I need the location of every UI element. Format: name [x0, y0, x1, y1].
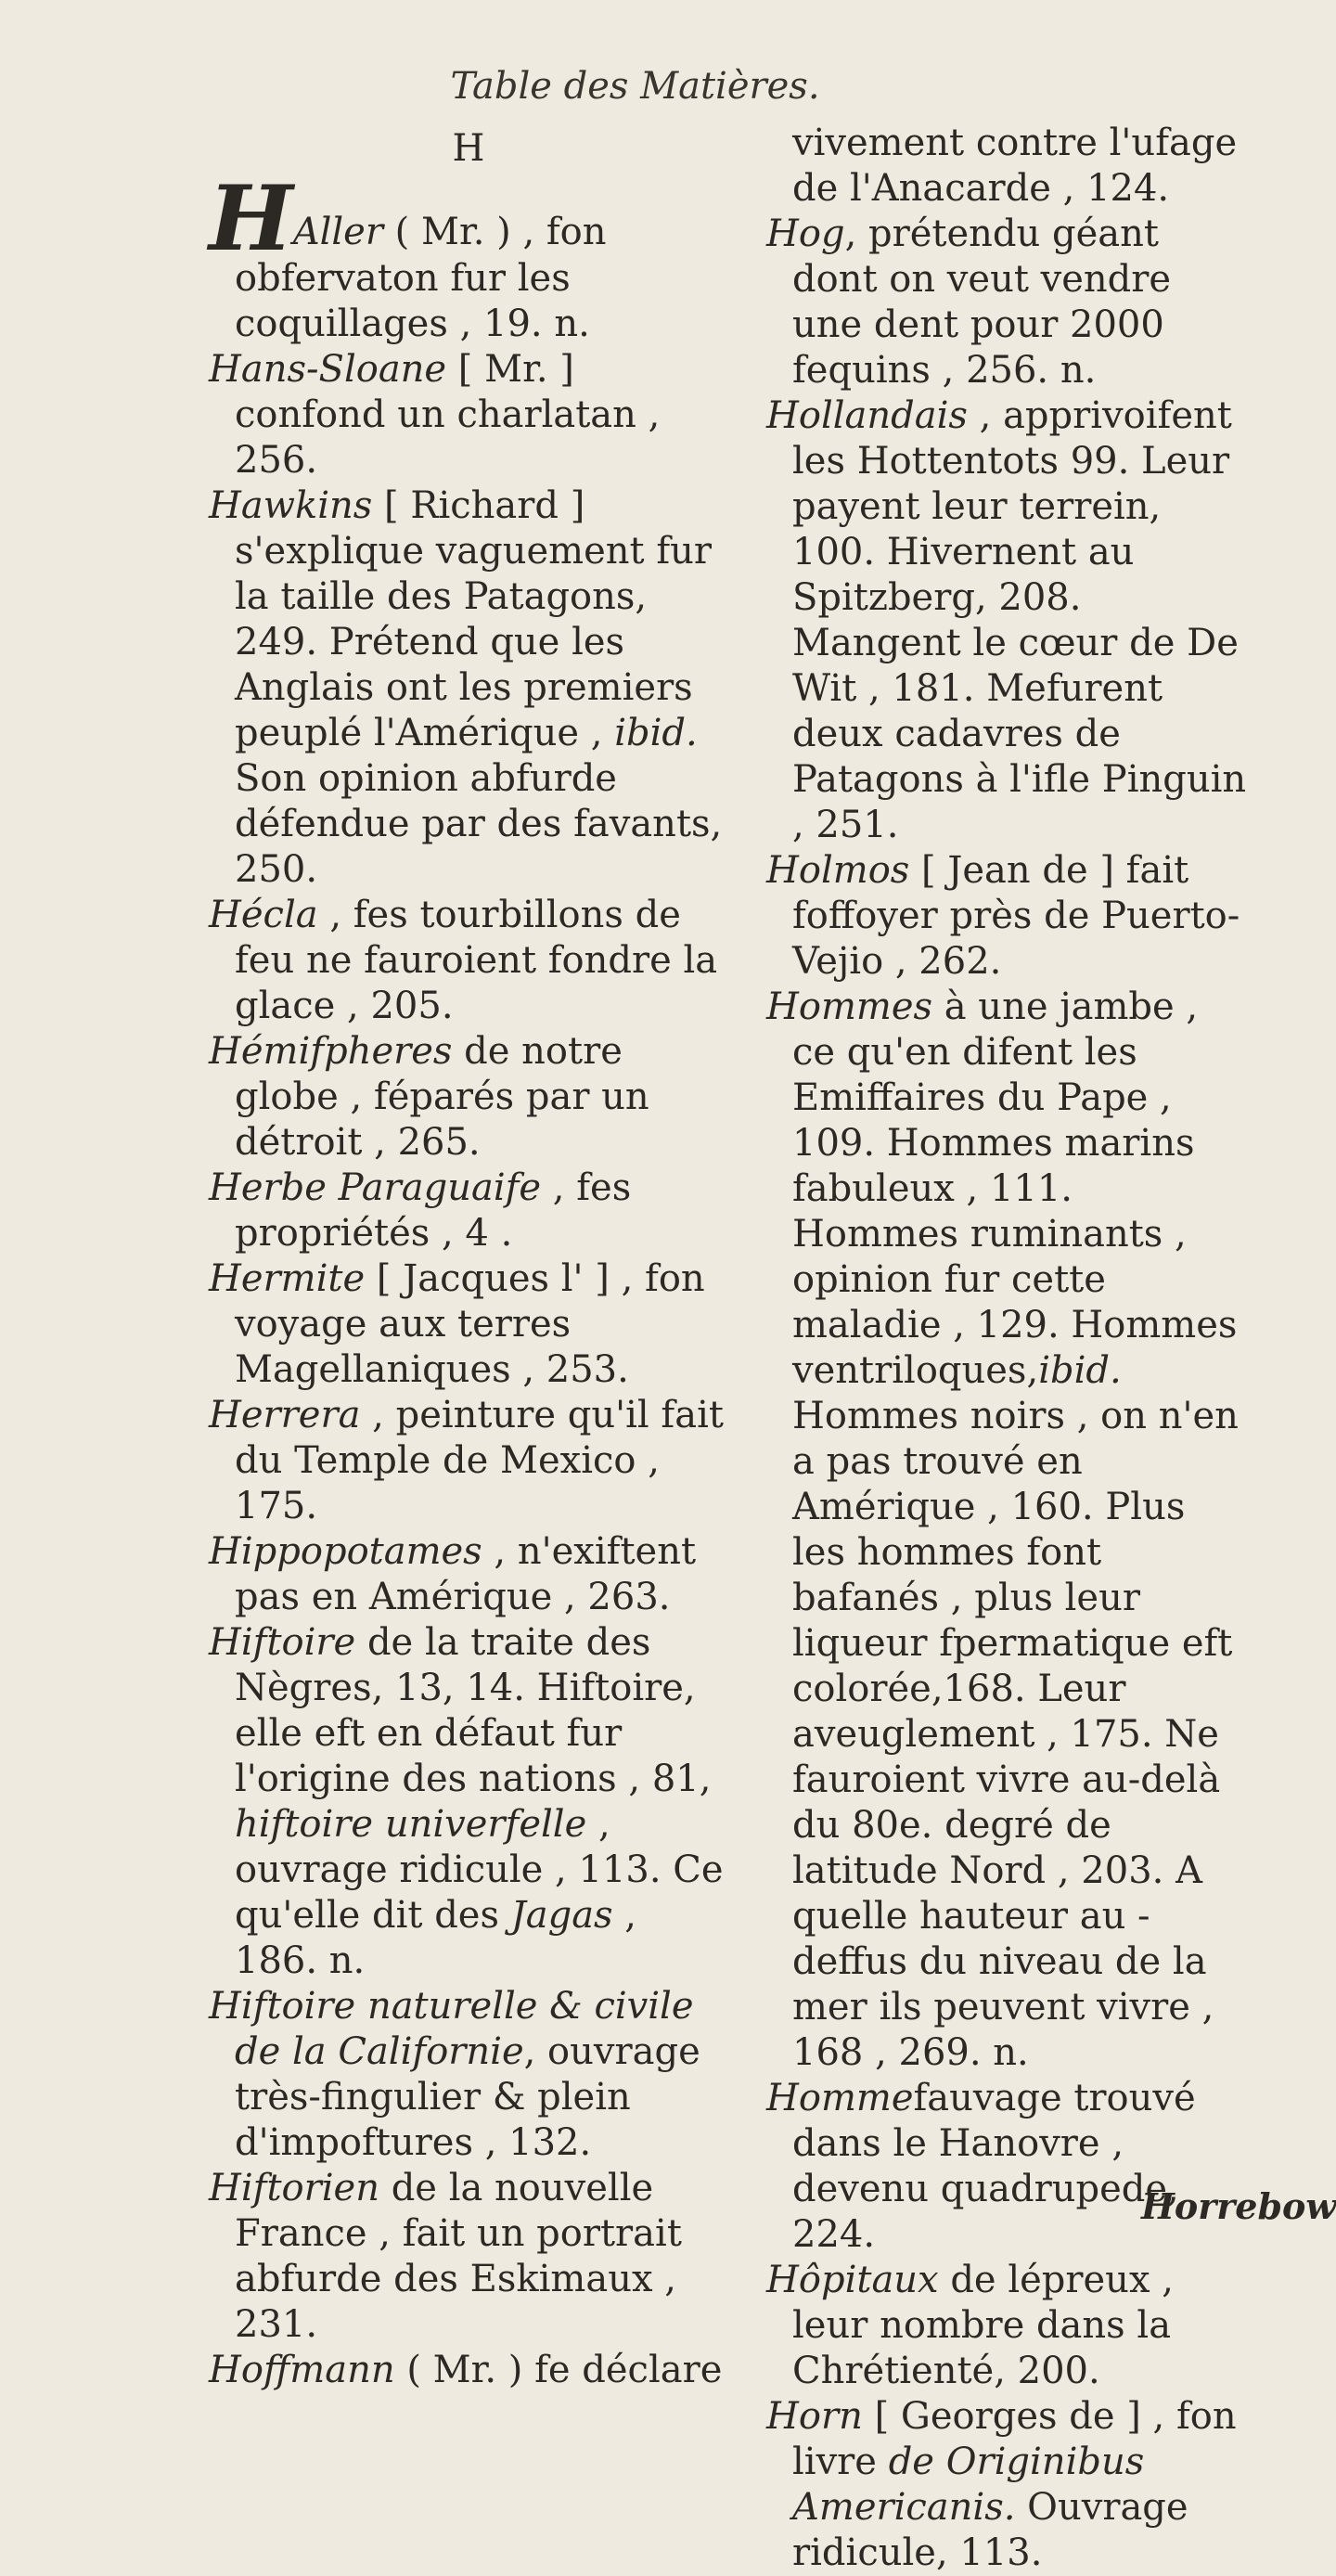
index-entry — [209, 1029, 728, 1166]
index-entry — [209, 347, 728, 483]
entry-text: , 186. n. — [235, 1894, 637, 1982]
entry-text: Hommes noirs , on n'en a pas trouvé en Amérique , 160. Plus les hommes font bafanés , plus leur liqueur fpermatique eft colorée,168. Leur aveuglement , 175. Ne fauroient vivre au-delà du 80e. degré de latitude Nord , 203. A quelle hauteur au - deffus du niveau de la mer ils peuvent vivre , 168 , 269. n. — [792, 1395, 1239, 2074]
drop-cap: H — [209, 166, 293, 271]
entry-term: Hermite — [209, 1257, 366, 1300]
entry-term: Hiftoire — [209, 1621, 356, 1664]
entry-text: ( Mr. ) fe déclare — [394, 2349, 723, 2391]
index-entry — [209, 1620, 728, 1984]
index-entry — [766, 985, 1249, 2076]
index-entry — [209, 166, 728, 347]
index-entry — [209, 2166, 728, 2348]
entry-term: Hans-Sloane — [209, 348, 447, 391]
running-head: Table des Matières. — [450, 65, 820, 108]
entry-text: , peinture qu'il fait du Temple de Mexico , 175. — [235, 1394, 724, 1527]
left-column — [209, 121, 728, 2393]
entry-term: Herbe Paraguaife — [209, 1166, 542, 1209]
section-letter: H — [452, 127, 485, 170]
entry-text: [ Georges de ] , fon livre — [792, 2395, 1237, 2483]
entry-term: de Originibus Americanis. — [792, 2441, 1145, 2529]
index-entry — [766, 212, 1249, 393]
index-entry — [209, 1984, 728, 2166]
index-entry — [766, 2258, 1249, 2394]
entry-text: , n'exiftent pas en Amérique , 263. — [235, 1530, 697, 1618]
entry-text: , ouvrage très-fingulier & plein d'impoftures , 132. — [235, 2030, 700, 2164]
index-entry — [766, 2076, 1249, 2258]
ibid-ref: ibid. — [1038, 1349, 1122, 1392]
entry-text: de la nouvelle France , fait un portrait abfurde des Eskimaux , 231. — [235, 2167, 682, 2346]
entry-term: Hoffmann — [209, 2349, 395, 2391]
index-entry — [209, 483, 728, 893]
entry-term: Hippopotames — [209, 1530, 482, 1573]
index-entry — [209, 2348, 728, 2393]
ibid-ref: ibid. — [614, 712, 698, 754]
entry-text: de notre globe , féparés par un détroit , 265. — [235, 1030, 649, 1164]
entry-term: Herrera — [209, 1394, 361, 1436]
entry-text: Son opinion abfurde défendue par des favants, 250. — [235, 757, 723, 891]
entry-term: hiftoire univerfelle — [235, 1803, 587, 1846]
entry-text: à une jambe , ce qu'en difent les Emiffaires du Pape , 109. Hommes marins fabuleux , 111. Hommes ruminants , opinion fur cette maladie , 129. Hommes ventriloques, — [792, 985, 1238, 1392]
entry-text: de la traite des Nègres, 13, 14. Hiftoire, elle eft en défaut fur l'origine des nations , 81, — [235, 1621, 712, 1800]
index-entry — [209, 1529, 728, 1620]
entry-term: Hémifpheres — [209, 1030, 453, 1073]
entry-text: ( Mr. ) , fon obfervaton fur les coquillages , 19. n. — [235, 211, 607, 345]
entry-text: , ouvrage ridicule , 113. Ce qu'elle dit des — [235, 1803, 724, 1937]
entry-text: , fes propriétés , 4 . — [235, 1166, 632, 1255]
entry-text: Ouvrage ridicule, 113. — [792, 2486, 1188, 2574]
entry-term: Hollandais — [766, 394, 968, 437]
entry-term: Hog — [766, 213, 845, 255]
entry-term: Jagas — [510, 1894, 613, 1937]
entry-text: [ Jean de ] fait foffoyer près de Puerto-Vejio , 262. — [792, 849, 1240, 983]
entry-text: de lépreux , leur nombre dans la Chrétienté, 200. — [792, 2259, 1174, 2392]
entry-term: Aller — [292, 211, 383, 253]
index-entry — [766, 848, 1249, 985]
entry-term: Hommes — [766, 985, 933, 1028]
entry-term: Hiftorien — [209, 2167, 379, 2209]
entry-text: , fes tourbillons de feu ne fauroient fondre la glace , 205. — [235, 894, 718, 1027]
entry-text: [ Richard ] s'explique vaguement fur la taille des Patagons, 249. Prétend que les Anglais ont les premiers peuplé l'Amérique , — [235, 484, 713, 754]
index-entry — [209, 1166, 728, 1256]
index-entry — [766, 2394, 1249, 2576]
entry-term: Hécla — [209, 894, 318, 936]
entry-text: , apprivoifent les Hottentots 99. Leur payent leur terrein, 100. Hivernent au Spitzberg, 208. Mangent le cœur de De Wit , 181. Mefurent deux cadavres de Patagons à l'ifle Pinguin , 251. — [792, 394, 1247, 846]
entry-continuation: vivement contre l'ufage de l'Anacarde , 124. — [792, 122, 1238, 210]
entry-text: [ Jacques l' ] , fon voyage aux terres Magellaniques , 253. — [235, 1257, 705, 1391]
entry-term: Homme — [766, 2077, 914, 2119]
index-entry — [766, 393, 1249, 848]
entry-term: Hiftoire naturelle & civile de la Californie — [209, 1985, 694, 2073]
entry-term: Hawkins — [209, 484, 373, 527]
index-entry — [209, 893, 728, 1029]
entry-term: Hôpitaux — [766, 2259, 939, 2301]
entry-text: , prétendu géant dont on veut vendre une dent pour 2000 fequins , 256. n. — [792, 213, 1172, 392]
index-entry — [209, 1256, 728, 1393]
index-entry — [209, 1393, 728, 1529]
entry-text: fauvage trouvé dans le Hanovre , devenu quadrupede, 224. — [792, 2077, 1196, 2256]
entry-term: Horn — [766, 2395, 863, 2438]
entry-text: [ Mr. ] confond un charlatan , 256. — [235, 348, 661, 482]
entry-term: Holmos — [766, 849, 910, 892]
catchword: Horrebow — [1141, 2185, 1336, 2227]
